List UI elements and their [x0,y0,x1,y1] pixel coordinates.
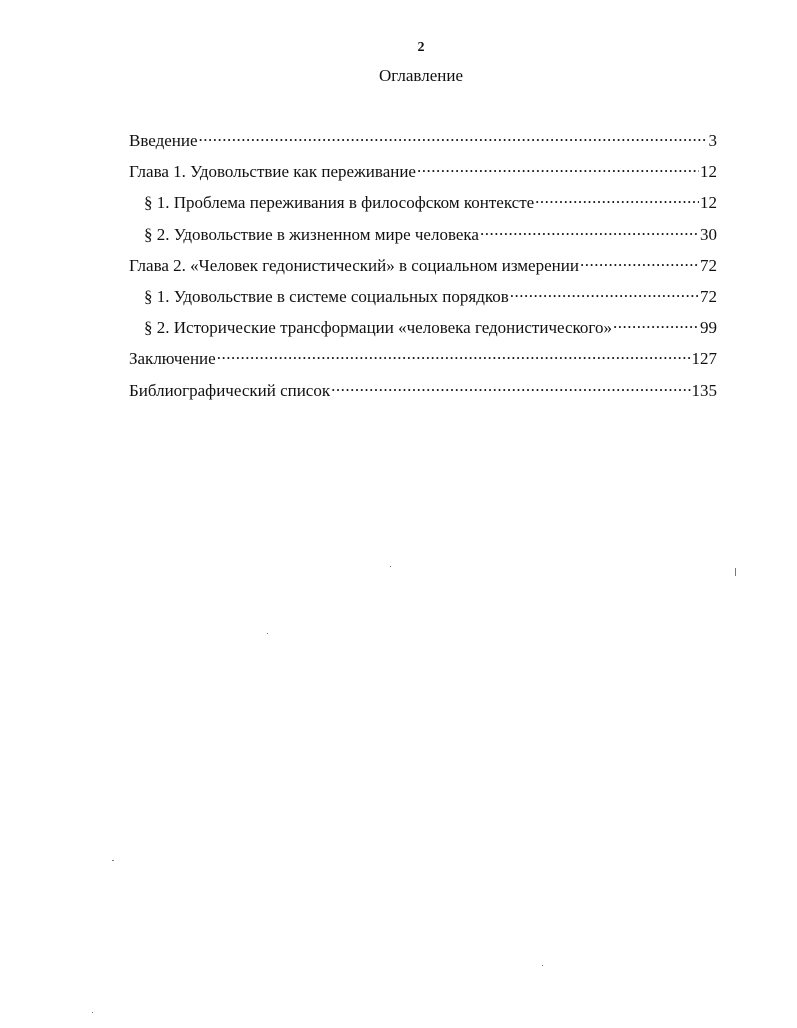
toc-entry-label: Глава 2. «Человек гедонистический» в социальном измерении [129,255,579,275]
toc-leader-dots [331,380,690,397]
toc-entry-page: 30 [700,224,717,244]
toc-entry-introduction [129,125,717,156]
toc-entry-chapter-2 [129,250,717,281]
table-of-contents [129,125,717,406]
toc-leader-dots [613,317,699,334]
scan-speck [735,568,736,576]
toc-entry-chapter-2-section-2 [129,312,717,343]
toc-leader-dots [217,348,691,365]
toc-entry-page: 127 [691,349,717,369]
scan-speck [390,566,391,567]
scan-speck [92,1012,93,1013]
scan-speck [112,860,114,861]
toc-entry-label: § 2. Исторические трансформации «человека гедонистического» [144,318,612,338]
toc-leader-dots [510,286,699,303]
toc-leader-dots [535,192,699,209]
toc-leader-dots [480,224,699,241]
toc-entry-chapter-1 [129,156,717,187]
toc-entry-conclusion [129,343,717,374]
toc-entry-chapter-1-section-2 [129,219,717,250]
scan-speck [267,633,268,634]
toc-entry-chapter-2-section-1 [129,281,717,312]
scan-speck [542,965,543,966]
toc-entry-label: Глава 1. Удовольствие как переживание [129,162,416,182]
toc-leader-dots [580,255,699,272]
toc-entry-page: 72 [700,286,717,306]
toc-entry-chapter-1-section-1 [129,187,717,218]
toc-entry-label: Заключение [129,349,216,369]
toc-entry-page: 12 [700,193,717,213]
toc-entry-label: § 2. Удовольствие в жизненном мире человека [144,224,479,244]
toc-entry-label: § 1. Удовольствие в системе социальных порядков [144,286,509,306]
toc-entry-label: § 1. Проблема переживания в философском контексте [144,193,535,213]
toc-entry-page: 135 [691,380,717,400]
page-title: Оглавление [379,66,463,85]
toc-entry-page: 99 [700,318,717,338]
toc-entry-label: Библиографический список [129,380,331,400]
toc-entry-page: 12 [700,162,717,182]
toc-entry-bibliography [129,375,717,406]
toc-leader-dots [417,161,699,178]
toc-leader-dots [199,130,708,147]
toc-entry-page: 72 [700,255,717,275]
toc-entry-page: 3 [708,131,717,150]
page-number: 2 [417,40,425,55]
toc-entry-label: Введение [129,131,198,150]
